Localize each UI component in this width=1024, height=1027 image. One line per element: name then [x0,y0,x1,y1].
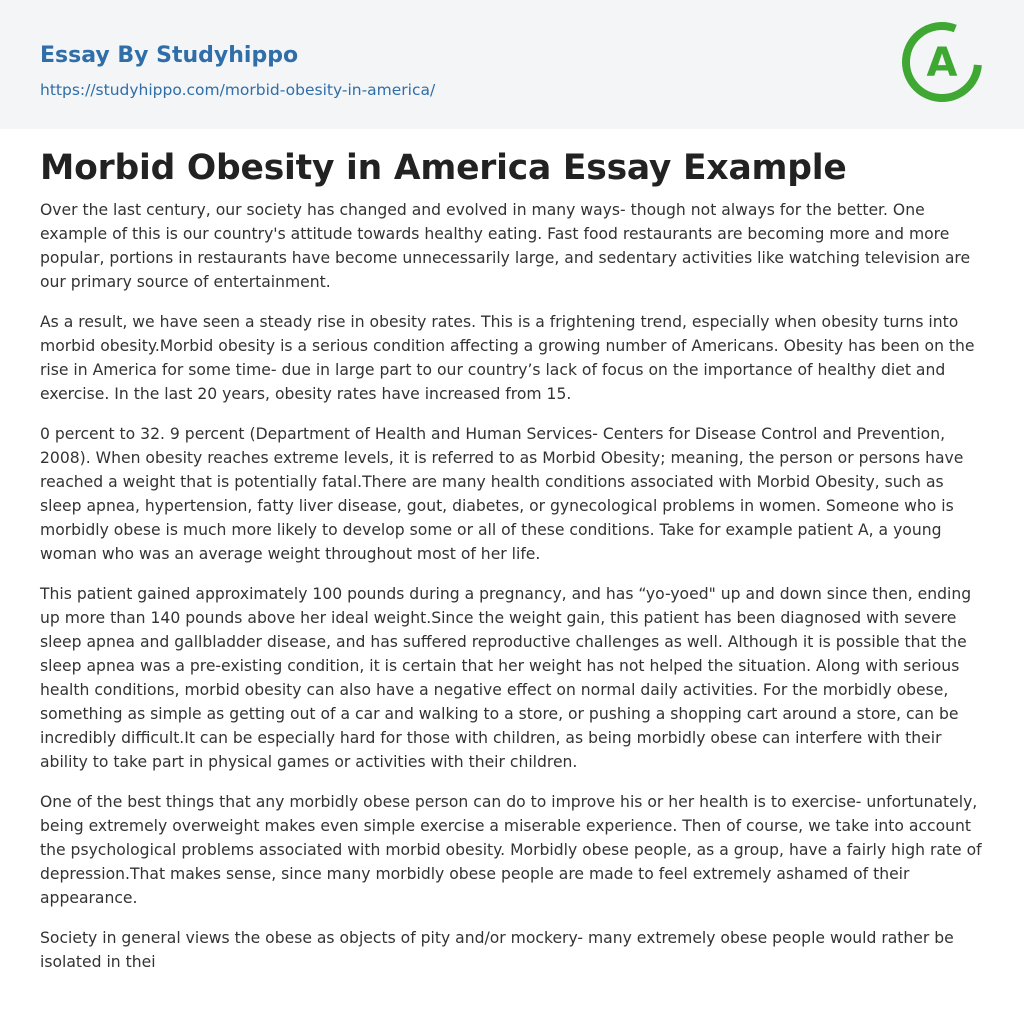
essay-paragraph: This patient gained approximately 100 pounds during a pregnancy, and has “yo-yoed" up and down since then, ending up more than 140 pounds above her ideal weight.Since the weight gain, this patient has been diagnosed with severe sleep apnea and gallbladder disease, and has suffered reproductive challenges as well. Although it is possible that the sleep apnea was a pre-existing condition, it is certain that her weight has not helped the situation. Along with serious health conditions, morbid obesity can also have a negative effect on normal daily activities. For the morbidly obese, something as simple as getting out of a car and walking to a store, or pushing a shopping cart around a store, can be incredibly difficult.It can be especially hard for those with children, as being morbidly obese can interfere with their ability to take part in physical games or activities with their children. [40,585,972,771]
source-url-link[interactable]: https://studyhippo.com/morbid-obesity-in-america/ [40,81,436,99]
essay-content [0,146,1024,974]
essay-paragraph: Over the last century, our society has changed and evolved in many ways- though not always for the better. One example of this is our country's attitude towards healthy eating. Fast food restaurants are becoming more and more popular, portions in restaurants have become unnecessarily large, and sedentary activities like watching television are our primary source of entertainment. [40,201,971,291]
essay-paragraph: One of the best things that any morbidly obese person can do to improve his or her health is to exercise- unfortunately, being extremely overweight makes even simple exercise a miserable experience. Then of course, we take into account the psychological problems associated with morbid obesity. Morbidly obese people, as a group, have a fairly high rate of depression.That makes sense, since many morbidly obese people are made to feel extremely ashamed of their appearance. [40,793,982,907]
essay-paragraph: Society in general views the obese as objects of pity and/or mockery- many extremely obese people would rather be isolated in thei [40,929,954,971]
essay-paragraph: As a result, we have seen a steady rise in obesity rates. This is a frightening trend, especially when obesity turns into morbid obesity.Morbid obesity is a serious condition affecting a growing number of Americans. Obesity has been on the rise in America for some time- due in large part to our country’s lack of focus on the importance of healthy diet and exercise. In the last 20 years, obesity rates have increased from 15. [40,313,975,403]
essay-paragraph: 0 percent to 32. 9 percent (Department of Health and Human Services- Centers for Disease Control and Prevention, 2008). When obesity reaches extreme levels, it is referred to as Morbid Obesity; meaning, the person or persons have reached a weight that is potentially fatal.There are many health conditions associated with Morbid Obesity, such as sleep apnea, hypertension, fatty liver disease, gout, diabetes, or gynecological problems in women. Someone who is morbidly obese is much more likely to develop some or all of these conditions. Take for example patient A, a young woman who was an average weight throughout most of her life. [40,425,964,563]
studyhippo-logo-icon[interactable] [900,20,984,104]
site-title: Essay By Studyhippo [40,43,299,68]
essay-title: Morbid Obesity in America Essay Example [40,148,847,188]
site-header [0,0,1024,129]
logo-letter: A [926,40,958,86]
